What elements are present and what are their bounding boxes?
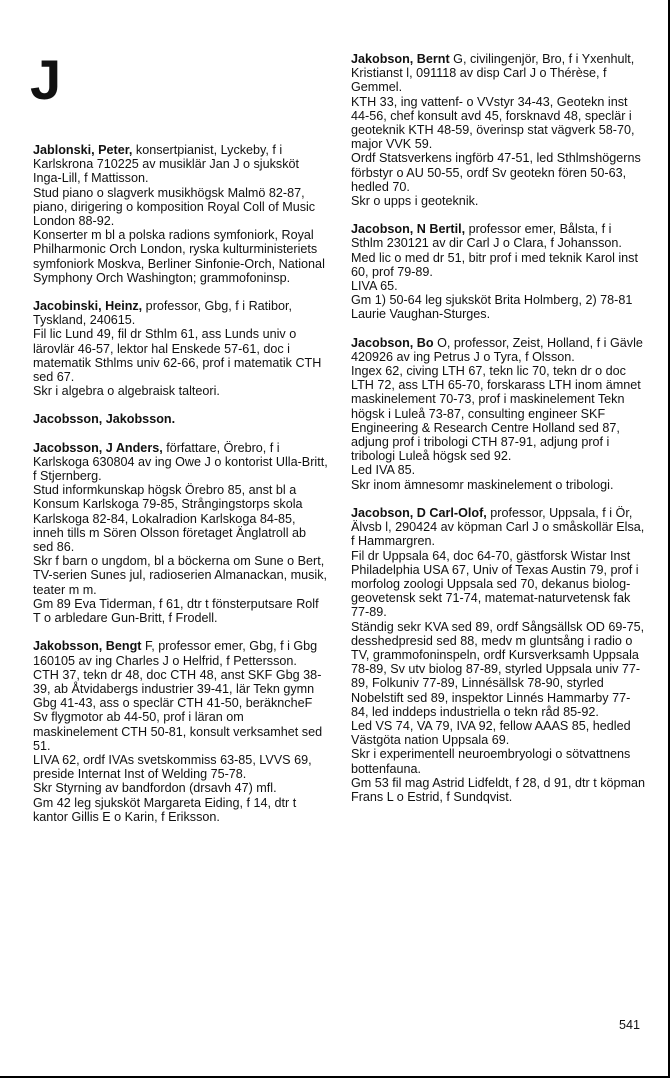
- entry-text: LIVA 62, ordf IVAs svetskommiss 63-85, LVVS 69, preside Internat Inst of Welding 75-78.: [33, 752, 312, 782]
- entry-line: [33, 796, 329, 824]
- entry-line: [351, 747, 647, 775]
- entry-text: Ordf Statsverkens ingförb 47-51, led Sthlmshögerns förbstyr o AU 50-55, ordf Sv geotekn fören 50-63, hedled 70.: [351, 151, 641, 194]
- section-letter: J: [30, 48, 62, 111]
- entry-text: F, professor emer, Gbg, f i Gbg 160105 av ing Charles J o Helfrid, f Pettersson.: [33, 639, 318, 668]
- entry-surname: Jacobsson, J: [33, 440, 116, 455]
- entry-text: författare, Örebro, f i Karlskoga 630804 av ing Owe J o kontorist Ulla-Britt, f Stjernberg.: [33, 440, 328, 484]
- entry-line: [351, 620, 647, 719]
- entry-name: Bernt: [416, 52, 450, 66]
- entry-name: Jacobsson, Jakobsson.: [33, 412, 176, 427]
- entry-line: [351, 222, 647, 250]
- entry-line: [351, 463, 647, 477]
- entry-line: [351, 719, 647, 747]
- entry-surname: Jakobson,: [351, 52, 417, 66]
- entry: [351, 52, 647, 208]
- entry-line: [33, 668, 329, 753]
- entry-line: [351, 549, 647, 620]
- entry-line: [351, 151, 647, 194]
- entry: [33, 441, 329, 626]
- entry: [33, 299, 329, 398]
- entry-text: O, professor, Zeist, Holland, f i Gävle 420926 av ing Petrus J o Tyra, f Olsson.: [351, 335, 643, 364]
- entry-text: Konserter m bl a polska radions symfoniork, Royal Philharmonic Orch London, ryska kulturministeriets symfoniork Moskva, Berliner Sinfonie-Orch, National Symphony Orch Washington; grammofoninsp.: [33, 228, 325, 285]
- entry-line: [33, 441, 329, 484]
- entry-text: Ständig sekr KVA sed 89, ordf Sångsällsk OD 69-75, desshedpresid sed 88, medv m gluntsång i radio o TV, grammofoninspeln, ordf Kursverksamh Uppsala 78-89, Sv utv biolog 87-89, styrled Uppsala univ 77-89, Folkuniv 77-89, Linnésällsk 78-90, styrled Nobelstift sed 89, inspektor Linnés Hammarby 77-84, led inddeps industriella o tekn råd 85-92.: [351, 619, 645, 719]
- entry-text: Skr i experimentell neuroembryologi o sötvattnens bottenfauna.: [351, 747, 631, 776]
- entry-line: [351, 279, 647, 293]
- entry: [33, 639, 329, 824]
- entry-line: [33, 143, 329, 186]
- entry-text: Skr i algebra o algebraisk talteori.: [33, 384, 220, 399]
- entry: [33, 412, 329, 426]
- entry-line: [33, 753, 329, 781]
- entry-line: [351, 336, 647, 364]
- right-column: [351, 52, 647, 818]
- entry-line: [351, 364, 647, 463]
- left-column: [33, 143, 329, 838]
- entry-name: Bertil,: [429, 222, 466, 237]
- entry-line: [351, 52, 647, 95]
- entry-name: Bo: [416, 335, 434, 350]
- entry-text: CTH 37, tekn dr 48, doc CTH 48, anst SKF Gbg 38-39, ab Åtvidabergs industrier 39-41, lär Tekn gymn Gbg 41-43, ass o speclär CTH 41-50, beräkncheF Sv flygmotor ab 44-50, prof i läran om maskinelement CTH 50-81, konsult verksamhet sed 51.: [33, 667, 323, 753]
- entry-text: Ingex 62, civing LTH 67, tekn lic 70, tekn dr o doc LTH 72, ass LTH 65-70, forskarass LTH inom ämnet maskinelement 70-73, prof i maskinelement Tekn högsk i Luleå 73-87, consulting engineer SKF Engineering & Research Centre Holland sed 87, adjung prof i tribologi CTH 87-91, adjung prof i tribologi Luleå högsk sed 92.: [351, 364, 641, 464]
- entry-text: Skr inom ämnesomr maskinelement o tribologi.: [351, 477, 614, 492]
- entry-name: Bengt: [105, 639, 142, 654]
- entry-text: Med lic o med dr 51, bitr prof i med teknik Karol inst 60, prof 79-89.: [351, 250, 638, 279]
- entry-name: Anders,: [115, 440, 163, 455]
- entry-text: Gm 53 fil mag Astrid Lidfeldt, f 28, d 91, dtr t köpman Frans L o Estrid, f Sundqvist.: [351, 775, 645, 804]
- entry-line: [351, 251, 647, 279]
- entry-name: Carl-Olof,: [429, 505, 487, 520]
- entry-line: [33, 327, 329, 384]
- entry-text: Stud informkunskap högsk Örebro 85, anst bl a Konsum Karlskoga 79-85, Strångingstorps skola Karlskoga 82-84, Lokalradion Karlskoga 84-85, inneh tills m Sören Olsson företaget Änglatroll ab sed 86.: [33, 483, 307, 555]
- entry-surname: Jacobson, D: [351, 505, 430, 520]
- entry-line: [33, 384, 329, 398]
- entry-line: [33, 781, 329, 795]
- entry-text: Skr f barn o ungdom, bl a böckerna om Sune o Bert, TV-serien Sunes jul, radioserien Almanackan, musik, teater m m.: [33, 554, 327, 597]
- entry: [351, 222, 647, 321]
- entry-surname: Jacobson,: [351, 335, 417, 350]
- entry-text: KTH 33, ing vattenf- o VVstyr 34-43, Geotekn inst 44-56, chef konsult avd 45, forsknavd 48, speclär i geoteknik KTH 48-59, överinsp stat vägverk 58-70, major VVK 59.: [351, 94, 635, 152]
- entry-line: [351, 293, 647, 321]
- entry-text: Gm 89 Eva Tiderman, f 61, dtr t fönsterputsare Rolf T o arbledare Gun-Britt, f Frodell.: [33, 596, 319, 626]
- entry-line: [351, 95, 647, 152]
- entry-text: Skr o upps i geoteknik.: [351, 194, 479, 209]
- entry-text: Led IVA 85.: [351, 463, 416, 478]
- entry-line: [33, 639, 329, 667]
- entry-name: Jablonski, Peter,: [33, 143, 133, 157]
- entry-line: [351, 506, 647, 549]
- entry: [351, 336, 647, 492]
- entry-line: [351, 478, 647, 492]
- page-number: 541: [618, 1018, 640, 1032]
- entry-line: [33, 412, 329, 426]
- entry-text: Fil lic Lund 49, fil dr Sthlm 61, ass Lunds univ o lärovlär 46-57, lektor hal Enskede 57-61, doc i matematik Sthlms univ 62-66, prof i matematik CTH sed 67.: [33, 327, 322, 385]
- entry-surname: Jakobsson,: [33, 639, 106, 654]
- entry-text: konsertpianist, Lyckeby, f i Karlskrona 710225 av musiklär Jan J o sjuksköt Inga-Lill, f Mattisson.: [33, 143, 299, 186]
- entry-name: Jacobinski, Heinz,: [33, 299, 143, 314]
- entry-text: Stud piano o slagverk musikhögsk Malmö 82-87, piano, dirigering o komposition Royal Coll of Music London 88-92.: [33, 185, 316, 229]
- entry-text: G, civilingenjör, Bro, f i Yxenhult, Kristianst l, 091118 av disp Carl J o Thérèse, f Gemmel.: [351, 52, 635, 95]
- entry-line: [33, 299, 329, 327]
- entry-line: [351, 776, 647, 804]
- entry-text: Gm 1) 50-64 leg sjuksköt Brita Holmberg, 2) 78-81 Laurie Vaughan-Sturges.: [351, 293, 633, 322]
- entry-text: professor, Gbg, f i Ratibor, Tyskland, 240615.: [33, 299, 292, 328]
- entry-line: [33, 186, 329, 229]
- entry-text: Fil dr Uppsala 64, doc 64-70, gästforsk Wistar Inst Philadelphia USA 67, Univ of Texas Austin 79, prof i morfolog zoologi Uppsala sed 70, dekanus biolog-geovetensk sekt 71-74, matemat-naturvetensk fak 77-89.: [351, 548, 639, 620]
- entry-text: Gm 42 leg sjuksköt Margareta Eiding, f 14, dtr t kantor Gillis E o Karin, f Eriksson.: [33, 795, 297, 824]
- entry: [33, 143, 329, 285]
- entry-text: LIVA 65.: [351, 279, 398, 294]
- entry-line: [351, 194, 647, 208]
- entry-surname: Jacobson, N: [351, 222, 430, 237]
- entry-text: professor emer, Bålsta, f i Sthlm 230121 av dir Carl J o Clara, f Johansson.: [351, 222, 622, 251]
- entry-text: professor, Uppsala, f i Ör, Älvsb l, 290424 av köpman Carl J o småskollär Elsa, f Hammargren.: [351, 505, 645, 549]
- entry-text: Skr Styrning av bandfordon (drsavh 47) mfl.: [33, 781, 277, 796]
- entry-text: Led VS 74, VA 79, IVA 92, fellow AAAS 85, hedled Västgöta nation Uppsala 69.: [351, 718, 631, 748]
- entry-line: [33, 554, 329, 597]
- entry: [351, 506, 647, 804]
- entry-line: [33, 597, 329, 625]
- entry-line: [33, 483, 329, 554]
- entry-line: [33, 228, 329, 285]
